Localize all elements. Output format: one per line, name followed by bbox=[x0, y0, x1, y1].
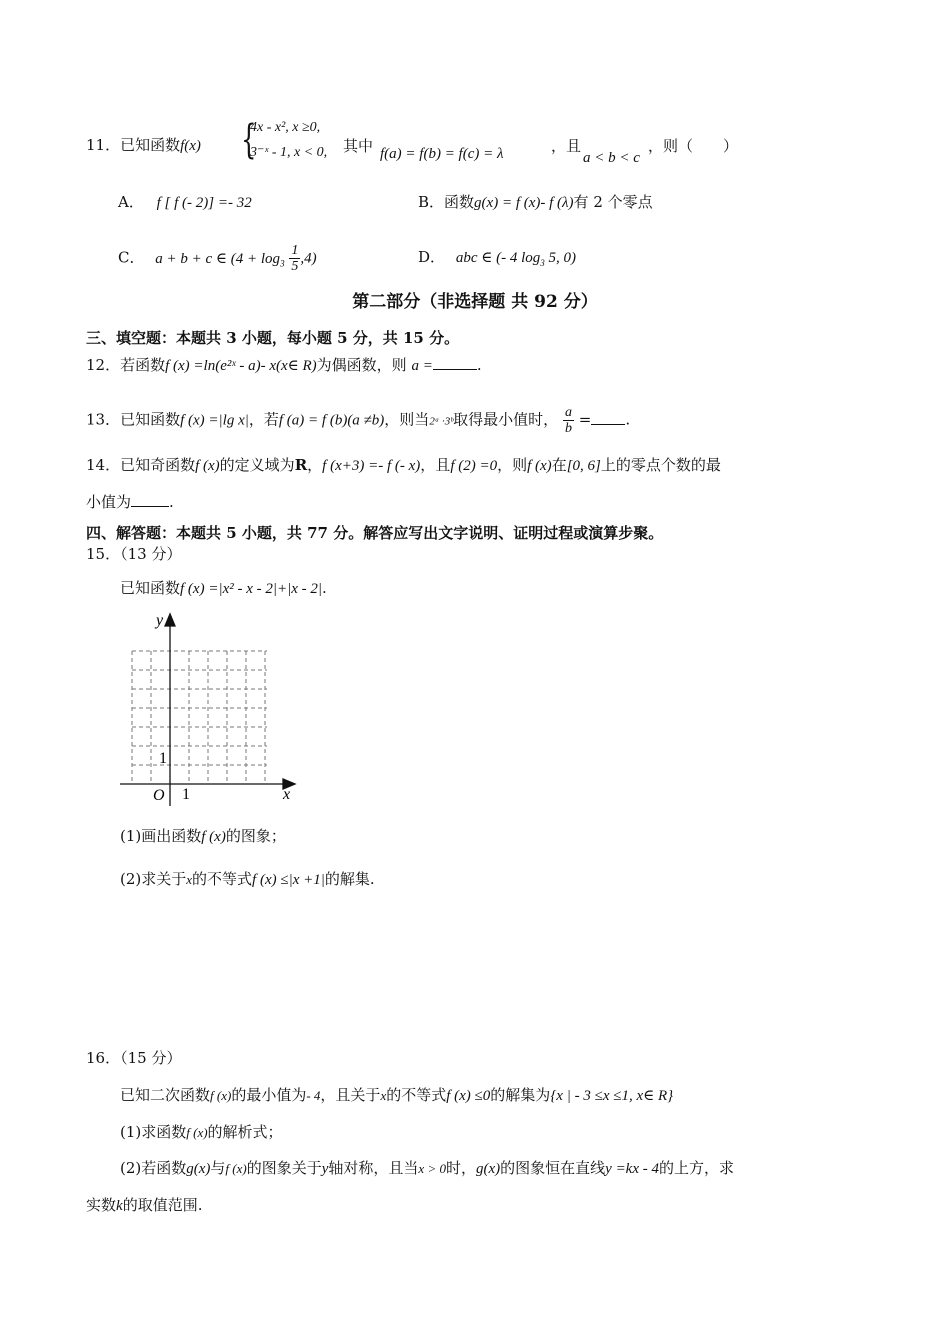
q16-stem-mid1: 的最小值为 bbox=[231, 1086, 307, 1104]
option-b-pre: 函数 bbox=[444, 193, 475, 211]
tick-y-label: 1 bbox=[159, 750, 167, 767]
q14-math3: f (x+3) =- f (- x) bbox=[322, 458, 421, 474]
q16-part2-mid4: 时， bbox=[445, 1159, 476, 1177]
q14-blank[interactable] bbox=[131, 492, 169, 507]
q16-stem-m5: {x | - 3 ≤x ≤1, x∈ R} bbox=[550, 1088, 674, 1104]
option-d-post: 5, 0) bbox=[544, 250, 576, 266]
part2-title: 第二部分（非选择题 共 92 分） bbox=[352, 292, 598, 312]
q16-stem-m1: f (x) bbox=[210, 1088, 232, 1103]
q16-part2-line2 bbox=[86, 1195, 202, 1216]
q16-stem-pre: 已知二次函数 bbox=[120, 1086, 211, 1104]
q13-blank[interactable] bbox=[591, 410, 625, 425]
q13 bbox=[86, 405, 630, 436]
q15-part2-math: f (x) ≤|x +1| bbox=[252, 872, 325, 888]
q11-case2: 3⁻ˣ - 1, x < 0, bbox=[250, 145, 328, 160]
q12-blank[interactable] bbox=[433, 355, 477, 370]
q16-stem-mid3: 的不等式 bbox=[386, 1086, 447, 1104]
q13-math2: f (a) = f (b)(a ≠b) bbox=[278, 412, 385, 429]
grid-lines bbox=[132, 651, 267, 784]
q16-stem-mid2: ，且关于 bbox=[320, 1086, 381, 1104]
q15-part2-mid: 的不等式 bbox=[192, 870, 253, 888]
q14-mid2: ， bbox=[307, 456, 323, 474]
q15-part2 bbox=[120, 869, 375, 890]
q11-option-a bbox=[118, 192, 252, 213]
q16-part2-m4: x > 0 bbox=[418, 1161, 446, 1176]
q11-fx: f(x) bbox=[180, 138, 201, 154]
y-axis-arrow bbox=[165, 614, 175, 626]
q16-part2-m3: y bbox=[321, 1161, 329, 1177]
q14-mid3: ，且 bbox=[420, 456, 451, 474]
q13-frac bbox=[563, 405, 574, 436]
q14-end: . bbox=[169, 493, 174, 511]
tick-x-label: 1 bbox=[182, 786, 190, 803]
q16-part2-m2: f (x) bbox=[225, 1161, 247, 1176]
q12-end: . bbox=[476, 356, 482, 374]
q11-stem-d: ，则（ ） bbox=[648, 137, 739, 155]
q16-part2 bbox=[120, 1158, 734, 1179]
axis-y-label: y bbox=[156, 612, 164, 629]
q12-var: a = bbox=[411, 358, 433, 374]
q14-mid4: ，则 bbox=[497, 456, 528, 474]
q15-part1-math: f (x) bbox=[201, 829, 226, 845]
q11-stem-b: 其中 bbox=[343, 137, 374, 155]
q16-stem-m2: - 4 bbox=[306, 1088, 321, 1103]
q13-mid3: 取得最小值时， bbox=[453, 410, 559, 429]
q13-frac-num: a bbox=[564, 405, 572, 420]
q15-part2-pre: (2)求关于 bbox=[120, 870, 187, 888]
option-c-post: ,4) bbox=[300, 250, 317, 267]
q11-label: 11．已知函数 bbox=[86, 136, 181, 154]
q15-part1-post: 的图象； bbox=[225, 827, 286, 845]
q11-option-c bbox=[118, 243, 317, 274]
q14-line1 bbox=[86, 455, 721, 476]
q13-frac-den: b bbox=[564, 421, 572, 436]
q15-grid-figure bbox=[115, 608, 305, 808]
option-d-sub: 3 bbox=[540, 258, 545, 268]
option-c-frac-num: 1 bbox=[291, 243, 299, 258]
q16-part2-m6: y =kx - 4 bbox=[605, 1161, 659, 1177]
option-c-pre: a + b + c ∈ (4 + log bbox=[155, 250, 281, 267]
q13-pre: 13．已知函数 bbox=[86, 410, 181, 429]
q11-option-d bbox=[418, 247, 576, 273]
q16-part2-pre: (2)若函数 bbox=[120, 1159, 187, 1177]
q13-mid1: ，若 bbox=[248, 410, 279, 429]
option-b-label: B． bbox=[418, 193, 445, 211]
q12-mid: 为偶函数，则 bbox=[316, 356, 407, 374]
q14-math5: f (x) bbox=[527, 458, 552, 474]
q13-eq: = bbox=[578, 410, 592, 429]
q15-part1 bbox=[120, 826, 286, 847]
q14-pre: 14．已知奇函数 bbox=[86, 456, 196, 474]
q15-stem bbox=[120, 578, 327, 599]
q16-part1-pre: (1)求函数 bbox=[120, 1123, 187, 1141]
section4-header: 四、解答题：本题共 5 小题，共 77 分。解答应写出文字说明、证明过程或演算步聚。 bbox=[86, 524, 664, 542]
q11-stem-c: ，且 bbox=[551, 137, 582, 155]
q11-case1: 4x - x², x ≥0, bbox=[250, 120, 321, 135]
q16-part2-mid1: 与 bbox=[210, 1159, 226, 1177]
option-a-text: f [ f (- 2)] =- 32 bbox=[156, 195, 252, 211]
q15-part1-pre: (1)画出函数 bbox=[120, 827, 202, 845]
option-c-frac-den: 5 bbox=[291, 259, 299, 274]
origin-label: O bbox=[153, 787, 165, 804]
q15-part2-post: 的解集. bbox=[324, 870, 375, 888]
option-d-pre: abc ∈ (- 4 log bbox=[455, 250, 541, 266]
option-c-sub: 3 bbox=[280, 258, 285, 269]
q15-stem-math: f (x) =|x² - x - 2|+|x - 2| bbox=[180, 581, 323, 597]
option-b-post: 有 2 个零点 bbox=[573, 193, 653, 211]
option-d-label: D． bbox=[418, 248, 446, 266]
q14-line2-text: 小值为 bbox=[86, 493, 132, 511]
q16-line2-pre: 实数 bbox=[86, 1196, 117, 1214]
q16-stem-mid4: 的解集为 bbox=[490, 1086, 551, 1104]
q15-part2-var: x bbox=[186, 872, 193, 887]
q14-math6: [0, 6] bbox=[566, 458, 601, 474]
q16-stem bbox=[120, 1085, 673, 1106]
q14-math2: R bbox=[294, 456, 308, 474]
q11-stem bbox=[86, 135, 201, 156]
q11-option-b bbox=[418, 192, 653, 213]
q16-part2-m1: g(x) bbox=[186, 1161, 211, 1177]
q14-math4: f (2) =0 bbox=[450, 458, 498, 474]
q16-line2-var: k bbox=[116, 1198, 123, 1214]
q14-math1: f (x) bbox=[195, 458, 220, 474]
q13-math3: 2ᵃ ·3ᵇ bbox=[429, 415, 454, 428]
q11-brace: { bbox=[241, 117, 257, 163]
q13-math1: f (x) =|lg x| bbox=[180, 412, 249, 429]
q15-number: 15．（13 分） bbox=[86, 545, 182, 563]
q16-part1-math: f (x) bbox=[186, 1125, 208, 1140]
q12-math: f (x) =ln(e²ˣ - a)- x(x∈ R) bbox=[165, 358, 317, 374]
option-c-label: C． bbox=[118, 248, 145, 267]
q16-part1-post: 的解析式； bbox=[207, 1123, 283, 1141]
q11-cond: f(a) = f(b) = f(c) = λ bbox=[380, 146, 504, 162]
q16-part2-m5: g(x) bbox=[475, 1161, 501, 1177]
q14-mid6: 上的零点个数的最 bbox=[600, 456, 721, 474]
q14-line2 bbox=[86, 492, 174, 512]
q16-part2-mid3: 轴对称，且当 bbox=[328, 1159, 419, 1177]
q14-mid1: 的定义域为 bbox=[219, 456, 295, 474]
q14-mid5: 在 bbox=[551, 456, 567, 474]
q11-order: a < b < c bbox=[583, 150, 640, 166]
q16-number: 16．（15 分） bbox=[86, 1049, 182, 1067]
q16-part1 bbox=[120, 1122, 283, 1143]
q15-stem-pre: 已知函数 bbox=[120, 579, 181, 597]
q12 bbox=[86, 355, 482, 376]
q16-part2-mid2: 的图象关于 bbox=[246, 1159, 322, 1177]
q16-line2-post: 的取值范围. bbox=[122, 1196, 203, 1214]
option-b-math: g(x) = f (x)- f (λ) bbox=[474, 195, 574, 211]
q16-stem-m3: x bbox=[380, 1088, 387, 1103]
section3-header: 三、填空题：本题共 3 小题，每小题 5 分，共 15 分。 bbox=[86, 329, 460, 347]
q13-mid2: ，则当 bbox=[384, 410, 430, 429]
q16-part2-mid6: 的上方，求 bbox=[659, 1159, 735, 1177]
q12-pre: 12．若函数 bbox=[86, 356, 166, 374]
q15-stem-end: . bbox=[322, 579, 327, 597]
option-a-label: A． bbox=[118, 193, 144, 211]
q13-end: . bbox=[625, 410, 631, 429]
q16-stem-m4: f (x) ≤0 bbox=[446, 1088, 491, 1104]
option-c-frac bbox=[289, 243, 300, 274]
axis-x-label: x bbox=[283, 786, 291, 803]
q16-part2-mid5: 的图象恒在直线 bbox=[500, 1159, 606, 1177]
